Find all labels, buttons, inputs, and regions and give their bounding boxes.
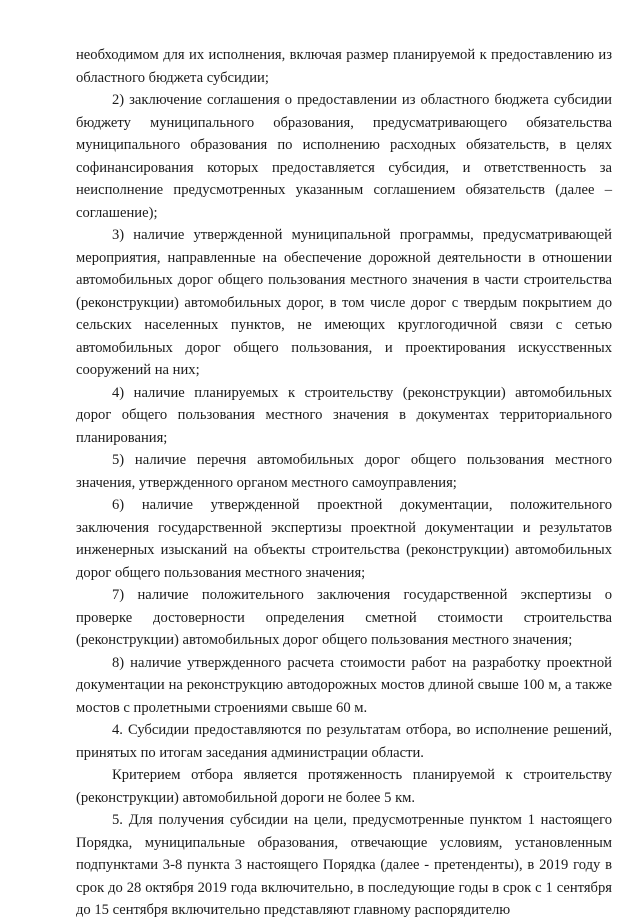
paragraph-section-4: 4. Субсидии предоставляются по результатам отбора, во исполнение решений, принятых по итогам заседания администрации области. [76, 722, 612, 761]
paragraph-item-8: 8) наличие утвержденного расчета стоимости работ на разработку проектной документации на реконструкцию автодорожных мостов длиной свыше 100 м, а также мостов с пролетными строениями свыше 60 м. [76, 654, 612, 716]
paragraph-item-7: 7) наличие положительного заключения государственной экспертизы о проверке достоверности определения сметной стоимости строительства (реконструкции) автомобильных дорог общего пользования местного значения; [76, 587, 612, 648]
paragraph-continuation: необходимом для их исполнения, включая размер планируемой к предоставлению из областного бюджета субсидии; [76, 47, 612, 86]
paragraph-item-3: 3) наличие утвержденной муниципальной программы, предусматривающей мероприятия, направленные на обеспечение дорожной деятельности в отношении автомобильных дорог общего пользования местного значения в части строительства (реконструкции) автомобильных дорог, в том числе дорог с твердым покрытием до сельских населенных пунктов, не имеющих круглогодичной связи с сетью автомобильных дорог общего пользования, и проектирования искусственных сооружений на них; [76, 227, 612, 378]
paragraph-item-6: 6) наличие утвержденной проектной документации, положительного заключения государственной экспертизы проектной документации и результатов инженерных изысканий на объекты строительства (реконструкции) автомобильных дорог общего пользования местного значения; [76, 497, 612, 581]
paragraph-item-4: 4) наличие планируемых к строительству (реконструкции) автомобильных дорог общего пользования местного значения в документах территориального планирования; [76, 384, 612, 446]
paragraph-item-5: 5) наличие перечня автомобильных дорог общего пользования местного значения, утвержденного органом местного самоуправления; [76, 452, 612, 491]
document-page [76, 44, 612, 922]
paragraph-selection-criterion: Критерием отбора является протяженность планируемой к строительству (реконструкции) автомобильной дороги не более 5 км. [76, 767, 612, 806]
paragraph-section-5: 5. Для получения субсидии на цели, предусмотренные пунктом 1 настоящего Порядка, муниципальные образования, отвечающие условиям, установленным подпунктами 3-8 пункта 3 настоящего Порядка (далее - претенденты), в 2019 году в срок до 28 октября 2019 года включительно, в последующие годы в срок с 1 сентября до 15 сентября включительно представляют главному распорядителю [76, 812, 612, 918]
paragraph-item-2: 2) заключение соглашения о предоставлении из областного бюджета субсидии бюджету муниципального образования, предусматривающего обязательства муниципального образования по исполнению расходных обязательств, в целях софинансирования которых предоставляется субсидия, и ответственность за неисполнение предусмотренных указанным соглашением обязательств (далее – соглашение); [76, 92, 612, 221]
